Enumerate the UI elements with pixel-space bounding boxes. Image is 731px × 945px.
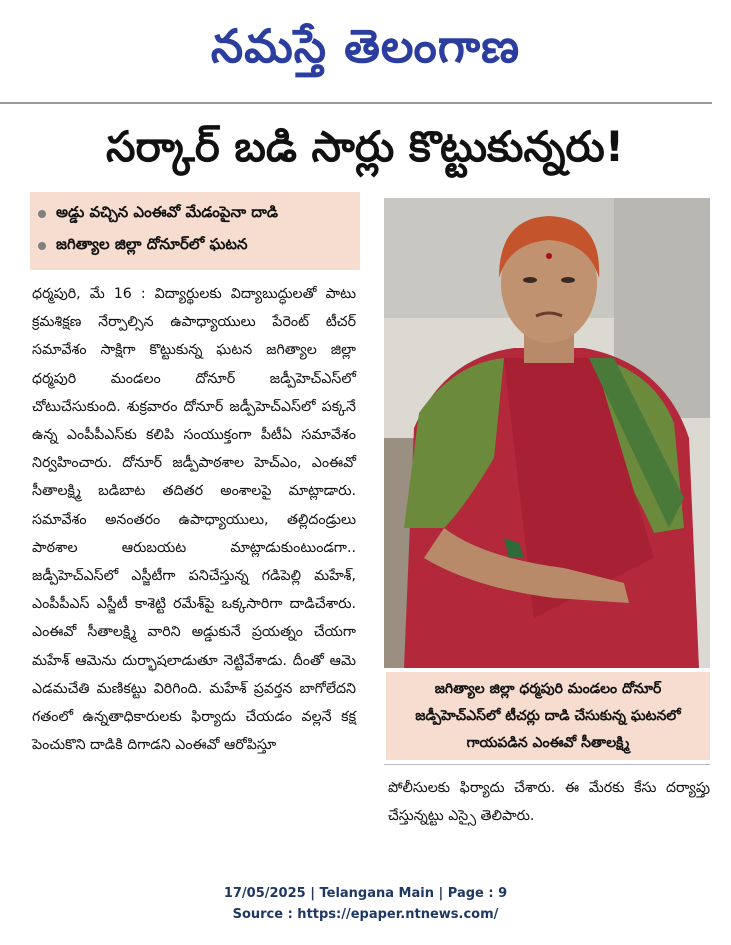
highlight-text: అడ్డు వచ్చిన ఎంఈవో మేడంపైనా దాడి (56, 203, 278, 221)
article-body: ధర్మపురి, మే 16 : విద్యార్థులకు విద్యాబుద్ధులతో పాటు క్రమశిక్షణ నేర్పాల్సిన ఉపాధ్యాయులు పేరెంట్ టీచర్ సమావేశం సాక్షిగా కొట్టుకున్న ఘటన జగిత్యాల జిల్లా ధర్మపురి మండలం దోనూర్ జడ్పీహెచ్ఎస్‌లో చోటుచేసుకుంది. శుక్రవారం దోనూర్ జడ్పీహెచ్ఎస్‌లో పక్కనే ఉన్న ఎంపీపీఎస్‌కు కలిపి సంయుక్తంగా పీటీఏ సమావేశం నిర్వహించారు. దోనూర్ జడ్పీపాఠశాల హెచ్ఎం, ఎంఈవో సీతాలక్ష్మి బడిబాట తదితర అంశాలపై మాట్లాడారు. సమావేశం అనంతరం ఉపాధ్యాయులు, తల్లిదండ్రులు పాఠశాల ఆరుబయట మాట్లాడుకుంటుండగా.. జడ్పీహెచ్ఎస్‌లో ఎస్జీటీగా పనిచేస్తున్న గడిపెల్లి మహేశ్, ఎంపీపీఎస్ ఎస్జీటీ కాశెట్టి రమేశ్‌పై ఒక్కసారిగా దాడిచేశారు. ఎంఈవో సీతాలక్ష్మి వారిని అడ్డుకునే ప్రయత్నం చేయగా మహేశ్ ఆమెను దుర్భాషలాడుతూ నెట్టివేశాడు. దీంతో ఆమె ఎడమచేతి మణికట్టు విరిగింది. మహేశ్ ప్రవర్తన బాగోలేదని గతంలో ఉన్నతాధికారులకు ఫిర్యాదు చేయడం వల్లనే కక్ష పెంచుకొని దాడికి దిగాడని ఎంఈవో ఆరోపిస్తూ (32, 286, 356, 754)
article-photo (384, 198, 710, 668)
highlights-box (30, 192, 360, 270)
highlight-item (38, 230, 352, 262)
masthead-divider (0, 102, 712, 104)
woman-portrait-image (384, 198, 710, 668)
highlight-item (38, 198, 352, 230)
highlight-text: జగిత్యాల జిల్లా దోనూర్‌లో ఘటన (56, 235, 248, 253)
bullet-icon (38, 242, 46, 250)
bullet-icon (38, 210, 46, 218)
article-continuation: పోలీసులకు ఫిర్యాదు చేశారు. ఈ మేరకు కేసు దర్యాప్తు చేస్తున్నట్టు ఎస్సై తెలిపారు. (388, 780, 710, 824)
masthead-logo: నమస్తే తెలంగాణ (210, 19, 521, 73)
photo-caption: జగిత్యాల జిల్లా ధర్మపురి మండలం దోనూర్ జడ్పీహెచ్ఎస్‌లో టీచర్లు దాడి చేసుకున్న ఘటనలో గాయపడిన ఎంఈవో సీతాలక్ష్మి (386, 672, 710, 760)
caption-divider (384, 764, 710, 765)
footer-edition-info: 17/05/2025 | Telangana Main | Page : 9 (223, 886, 508, 901)
footer-source: Source : https://epaper.ntnews.com/ (232, 907, 499, 922)
headline: సర్కార్ బడి సార్లు కొట్టుకున్నరు! (105, 122, 624, 171)
